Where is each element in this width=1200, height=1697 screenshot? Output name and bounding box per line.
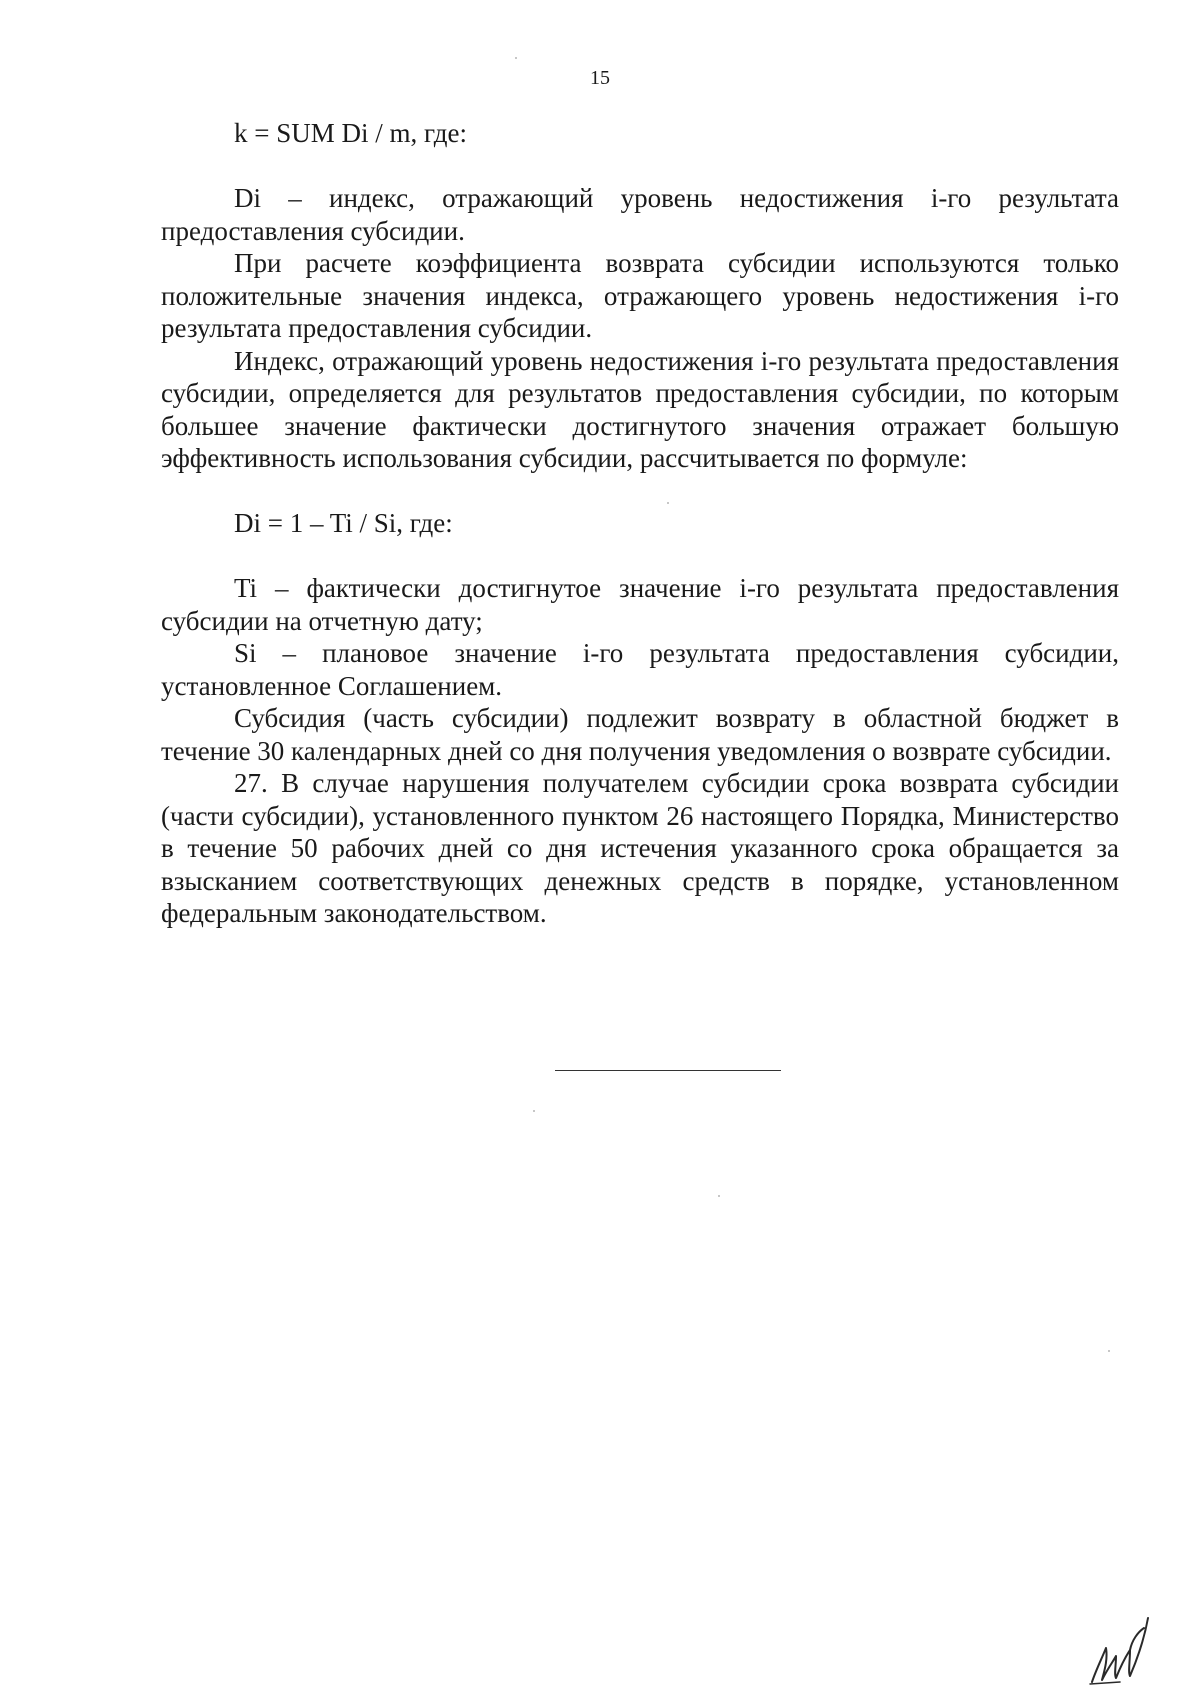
paragraph-return-deadline: Субсидия (часть субсидии) подлежит возврату в областной бюджет в течение 30 календарных дней со дня получения уведомления о возврате субсидии. bbox=[161, 703, 1119, 766]
paragraph-si-definition: Si – плановое значение i-го результата предоставления субсидии, установленное Соглашением. bbox=[161, 638, 1119, 701]
formula-k: k = SUM Di / m, где: bbox=[234, 118, 467, 148]
paragraph-27: 27. В случае нарушения получателем субсидии срока возврата субсидии (части субсидии), установленного пунктом 26 настоящего Порядка, Министерство в течение 50 рабочих дней со дня истечения указанного срока обращается за взысканием соответствующих денежных средств в порядке, установленном федеральным законодательством. bbox=[161, 768, 1119, 928]
scan-speck bbox=[718, 1195, 720, 1197]
paragraph-positive-values: При расчете коэффициента возврата субсидии используются только положительные значения индекса, отражающего уровень недостижения i-го результата предоставления субсидии. bbox=[161, 248, 1119, 343]
end-divider bbox=[555, 1070, 781, 1071]
scan-speck bbox=[1108, 1350, 1110, 1352]
paragraph-ti-definition: Ti – фактически достигнутое значение i-го результата предоставления субсидии на отчетную дату; bbox=[161, 573, 1119, 636]
paragraph-di-definition: Di – индекс, отражающий уровень недостижения i-го результата предоставления субсидии. bbox=[161, 183, 1119, 246]
signature-initials-icon bbox=[1086, 1610, 1156, 1686]
scan-speck bbox=[667, 502, 669, 504]
scan-speck bbox=[515, 57, 517, 59]
formula-di: Di = 1 – Ti / Si, где: bbox=[234, 508, 453, 538]
document-body bbox=[161, 117, 1119, 930]
scan-speck bbox=[533, 1110, 535, 1112]
page-number: 15 bbox=[590, 67, 610, 89]
paragraph-index-formula-intro: Индекс, отражающий уровень недостижения i-го результата предоставления субсидии, определяется для результатов предоставления субсидии, по которым большее значение фактически достигнутого значения отражает большую эффективность использования субсидии, рассчитывается по формуле: bbox=[161, 345, 1119, 473]
